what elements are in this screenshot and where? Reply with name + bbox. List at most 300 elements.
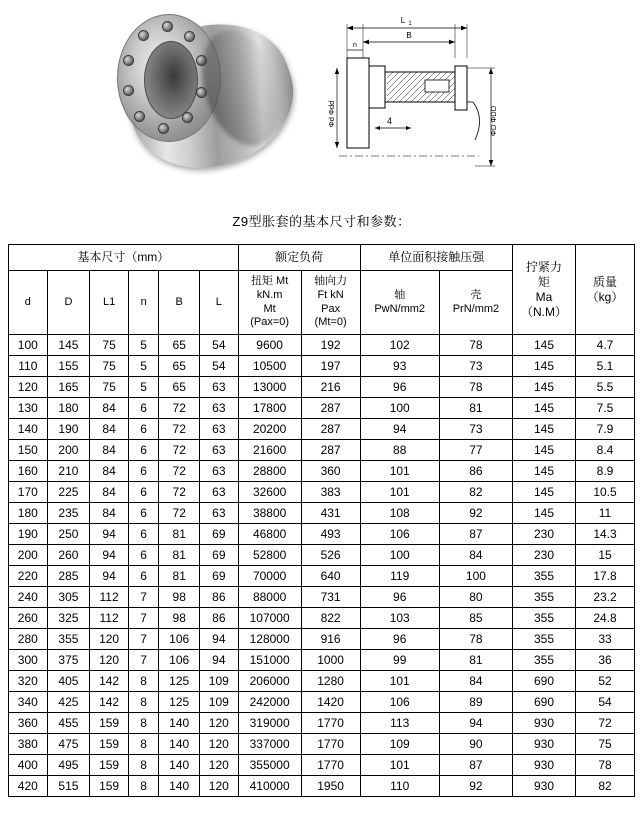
table-cell: 106 [360,692,439,713]
table-cell: 120 [200,713,239,734]
table-cell: 1280 [301,671,360,692]
table-cell: 140 [159,755,200,776]
table-cell: 170 [9,482,48,503]
figures-area [0,0,643,195]
table-cell: 355 [513,629,576,650]
table-cell: 36 [576,650,635,671]
table-cell: 81 [159,524,200,545]
table-cell: 94 [90,545,129,566]
table-cell: 400 [9,755,48,776]
table-cell: 88 [360,440,439,461]
table-cell: 280 [9,629,48,650]
ring-bore [144,41,198,119]
table-cell: 78 [439,377,512,398]
table-cell: 165 [47,377,90,398]
table-cell: 360 [9,713,48,734]
table-cell: 930 [513,734,576,755]
table-cell: 120 [200,755,239,776]
table-row [9,524,635,545]
table-cell: 8 [128,776,158,797]
table-cell: 72 [159,419,200,440]
table-cell: 145 [513,440,576,461]
table-cell: 110 [9,356,48,377]
table-cell: 119 [360,566,439,587]
table-cell: 84 [439,671,512,692]
table-cell: 7.5 [576,398,635,419]
table-cell: 78 [576,755,635,776]
table-cell: 930 [513,776,576,797]
table-cell: 8 [128,755,158,776]
table-cell: 65 [159,356,200,377]
table-cell: 355 [513,566,576,587]
table-cell: 120 [200,734,239,755]
col-header-axial-force: 轴向力 Ft kN Pax (Mt=0) [301,271,360,335]
table-cell: 10500 [238,356,301,377]
table-cell: 109 [200,692,239,713]
dim-label-B: B [406,31,412,40]
table-cell: 38800 [238,503,301,524]
dim-label-L1: L [400,16,406,25]
table-cell: 6 [128,461,158,482]
mass-line1: 质量 [592,274,617,289]
table-cell: 260 [47,545,90,566]
table-cell: 63 [200,419,239,440]
table-cell: 140 [159,776,200,797]
table-cell: 260 [9,608,48,629]
torque-line1: 拧紧力 [525,259,562,274]
table-cell: 32600 [238,482,301,503]
table-cell: 54 [576,692,635,713]
table-cell: 180 [47,398,90,419]
table-cell: 142 [90,692,129,713]
table-cell: 84 [90,440,129,461]
table-cell: 81 [159,566,200,587]
table-cell: 73 [439,356,512,377]
table-cell: 14.3 [576,524,635,545]
table-cell: 6 [128,545,158,566]
table-cell: 87 [439,755,512,776]
table-cell: 355 [513,608,576,629]
table-cell: 103 [360,608,439,629]
table-cell: 54 [200,356,239,377]
table-cell: 8 [128,734,158,755]
table-cell: 75 [90,335,129,356]
table-cell: 216 [301,377,360,398]
table-cell: 410000 [238,776,301,797]
table-row [9,419,635,440]
table-row [9,755,635,776]
table-cell: 145 [47,335,90,356]
table-cell: 230 [513,524,576,545]
table-cell: 425 [47,692,90,713]
table-cell: 159 [90,713,129,734]
table-cell: 94 [90,566,129,587]
col-header-L1: L1 [90,271,129,335]
bolt-icon [184,31,195,42]
table-cell: 69 [200,524,239,545]
table-cell: 822 [301,608,360,629]
col-header-L: L [200,271,239,335]
table-cell: 63 [200,461,239,482]
table-cell: 75 [576,734,635,755]
table-head [9,245,635,335]
table-cell: 355000 [238,755,301,776]
table-cell: 140 [159,734,200,755]
table-cell: 110 [360,776,439,797]
col-header-torque-mt: 扭矩 Mt kN.m Mt (Pax=0) [238,271,301,335]
table-cell: 7 [128,629,158,650]
torque-line4: （N.M） [521,304,567,319]
table-cell: 13000 [238,377,301,398]
table-cell: 17800 [238,398,301,419]
table-cell: 190 [47,419,90,440]
table-cell: 120 [90,629,129,650]
table-cell: 63 [200,482,239,503]
col-header-B: B [159,271,200,335]
group-header-pressure: 单位面积接触压强 [360,245,512,271]
table-cell: 8 [128,692,158,713]
table-cell: 75 [90,356,129,377]
table-cell: 84 [90,482,129,503]
table-cell: 8.9 [576,461,635,482]
table-cell: 106 [159,629,200,650]
table-cell: 420 [9,776,48,797]
table-cell: 159 [90,734,129,755]
table-cell: 81 [439,398,512,419]
table-cell: 81 [159,545,200,566]
table-cell: 287 [301,398,360,419]
table-cell: 140 [9,419,48,440]
table-cell: 300 [9,650,48,671]
table-cell: 65 [159,335,200,356]
table-cell: 72 [159,398,200,419]
table-row [9,776,635,797]
table-cell: 405 [47,671,90,692]
table-cell: 69 [200,545,239,566]
table-cell: 17.8 [576,566,635,587]
col-header-n: n [128,271,158,335]
table-cell: 6 [128,419,158,440]
group-header-rated-load: 额定负荷 [238,245,360,271]
table-cell: 81 [439,650,512,671]
bolt-icon [138,30,149,41]
table-cell: 28800 [238,461,301,482]
table-row [9,587,635,608]
table-cell: 20200 [238,419,301,440]
group-header-mass [576,245,635,335]
table-cell: 21600 [238,440,301,461]
table-cell: 33 [576,629,635,650]
table-cell: 160 [9,461,48,482]
table-cell: 108 [360,503,439,524]
bolt-icon [158,123,169,134]
table-row [9,608,635,629]
table-cell: 109 [360,734,439,755]
table-cell: 46800 [238,524,301,545]
table-cell: 6 [128,482,158,503]
table-cell: 340 [9,692,48,713]
table-cell: 24.8 [576,608,635,629]
svg-text:1: 1 [408,21,412,27]
table-cell: 86 [200,587,239,608]
table-cell: 84 [90,503,129,524]
table-cell: 84 [439,545,512,566]
table-cell: 78 [439,629,512,650]
table-cell: 96 [360,587,439,608]
table-cell: 145 [513,377,576,398]
table-cell: 100 [9,335,48,356]
table-cell: 1770 [301,755,360,776]
table-cell: 65 [159,377,200,398]
table-cell: 319000 [238,713,301,734]
table-cell: 85 [439,608,512,629]
table-row [9,440,635,461]
table-cell: 240 [9,587,48,608]
table-cell: 112 [90,587,129,608]
table-cell: 75 [90,377,129,398]
table-cell: 515 [47,776,90,797]
product-photo [110,8,310,183]
table-cell: 101 [360,755,439,776]
table-cell: 1770 [301,713,360,734]
table-cell: 180 [9,503,48,524]
table-cell: 86 [200,608,239,629]
table-cell: 100 [439,566,512,587]
table-cell: 159 [90,776,129,797]
table-cell: 151000 [238,650,301,671]
table-cell: 206000 [238,671,301,692]
table-cell: 493 [301,524,360,545]
table-cell: 5.1 [576,356,635,377]
table-cell: 69 [200,566,239,587]
bolt-icon [123,85,134,96]
table-cell: 690 [513,692,576,713]
table-cell: 112 [90,608,129,629]
table-group-header-row [9,245,635,271]
table-cell: 4.7 [576,335,635,356]
table-cell: 15 [576,545,635,566]
table-cell: 145 [513,398,576,419]
table-cell: 89 [439,692,512,713]
table-cell: 63 [200,398,239,419]
dim-label-phi-D: ΦD ΦDD [489,105,498,137]
table-cell: 94 [439,713,512,734]
table-cell: 54 [200,335,239,356]
table-cell: 6 [128,398,158,419]
table-cell: 200 [9,545,48,566]
table-cell: 72 [159,503,200,524]
table-cell: 7 [128,608,158,629]
table-cell: 360 [301,461,360,482]
table-cell: 287 [301,440,360,461]
table-cell: 101 [360,671,439,692]
table-cell: 355 [47,629,90,650]
col-header-D: D [47,271,90,335]
table-cell: 78 [439,335,512,356]
table-cell: 142 [90,671,129,692]
table-cell: 495 [47,755,90,776]
table-cell: 159 [90,755,129,776]
table-cell: 82 [576,776,635,797]
table-cell: 916 [301,629,360,650]
table-cell: 23.2 [576,587,635,608]
bolt-icon [134,111,145,122]
table-cell: 287 [301,419,360,440]
table-cell: 210 [47,461,90,482]
table-cell: 63 [200,503,239,524]
table-cell: 84 [90,461,129,482]
table-cell: 192 [301,335,360,356]
table-cell: 96 [360,377,439,398]
table-cell: 94 [360,419,439,440]
table-cell: 5 [128,377,158,398]
table-cell: 109 [200,671,239,692]
table-cell: 230 [513,545,576,566]
table-cell: 6 [128,566,158,587]
torque-line2: 矩 [537,274,550,289]
table-cell: 145 [513,335,576,356]
table-row [9,503,635,524]
table-cell: 120 [200,776,239,797]
table-cell: 9600 [238,335,301,356]
table-cell: 100 [360,545,439,566]
table-cell: 640 [301,566,360,587]
table-cell: 84 [90,398,129,419]
table-cell: 1770 [301,734,360,755]
table-cell: 475 [47,734,90,755]
table-row [9,545,635,566]
dim-label-phi-d: Φd Φdd [327,100,336,128]
table-cell: 225 [47,482,90,503]
table-cell: 120 [9,377,48,398]
table-cell: 94 [200,650,239,671]
table-cell: 100 [360,398,439,419]
table-cell: 72 [159,482,200,503]
table-cell: 731 [301,587,360,608]
table-row [9,650,635,671]
table-cell: 197 [301,356,360,377]
technical-drawing [325,6,525,186]
mass-line2: （kg） [586,289,624,304]
table-cell: 383 [301,482,360,503]
table-cell: 72 [159,461,200,482]
table-cell: 7.9 [576,419,635,440]
table-cell: 355 [513,650,576,671]
table-cell: 92 [439,776,512,797]
table-cell: 355 [513,587,576,608]
table-cell: 73 [439,419,512,440]
spec-table [8,244,635,797]
table-cell: 140 [159,713,200,734]
table-cell: 125 [159,671,200,692]
table-cell: 113 [360,713,439,734]
table-cell: 93 [360,356,439,377]
table-cell: 102 [360,335,439,356]
table-cell: 1950 [301,776,360,797]
table-cell: 526 [301,545,360,566]
table-cell: 375 [47,650,90,671]
table-cell: 82 [439,482,512,503]
table-cell: 88000 [238,587,301,608]
table-cell: 128000 [238,629,301,650]
table-cell: 235 [47,503,90,524]
table-cell: 106 [159,650,200,671]
table-cell: 52 [576,671,635,692]
group-header-torque [513,245,576,335]
table-cell: 455 [47,713,90,734]
table-cell: 1000 [301,650,360,671]
table-cell: 99 [360,650,439,671]
table-cell: 242000 [238,692,301,713]
table-cell: 6 [128,503,158,524]
table-cell: 145 [513,419,576,440]
table-cell: 337000 [238,734,301,755]
table-cell: 930 [513,713,576,734]
table-cell: 7 [128,587,158,608]
table-cell: 8.4 [576,440,635,461]
dim-label-4: 4 [387,116,393,126]
table-cell: 155 [47,356,90,377]
spec-table-wrap [0,244,643,797]
table-cell: 87 [439,524,512,545]
table-cell: 98 [159,587,200,608]
table-cell: 1420 [301,692,360,713]
table-cell: 70000 [238,566,301,587]
table-cell: 84 [90,419,129,440]
table-cell: 120 [90,650,129,671]
table-cell: 90 [439,734,512,755]
table-cell: 80 [439,587,512,608]
table-cell: 5 [128,335,158,356]
table-row [9,566,635,587]
table-row [9,713,635,734]
table-cell: 190 [9,524,48,545]
table-cell: 305 [47,587,90,608]
table-cell: 145 [513,482,576,503]
table-cell: 63 [200,377,239,398]
table-cell: 10.5 [576,482,635,503]
table-row [9,692,635,713]
table-body [9,335,635,797]
table-cell: 8 [128,671,158,692]
table-cell: 6 [128,524,158,545]
table-cell: 285 [47,566,90,587]
table-cell: 220 [9,566,48,587]
bolt-icon [162,21,173,32]
table-cell: 72 [159,440,200,461]
table-row [9,335,635,356]
table-cell: 77 [439,440,512,461]
table-row [9,356,635,377]
table-cell: 130 [9,398,48,419]
col-header-hub-pressure: 壳 PrN/mm2 [439,271,512,335]
table-cell: 5.5 [576,377,635,398]
table-cell: 11 [576,503,635,524]
table-row [9,398,635,419]
table-row [9,461,635,482]
table-cell: 145 [513,356,576,377]
table-cell: 145 [513,503,576,524]
table-cell: 930 [513,755,576,776]
table-row [9,734,635,755]
table-cell: 92 [439,503,512,524]
table-cell: 7 [128,650,158,671]
table-cell: 96 [360,629,439,650]
table-cell: 101 [360,482,439,503]
torque-line3: Ma [535,289,553,304]
col-header-d: d [9,271,48,335]
table-cell: 125 [159,692,200,713]
